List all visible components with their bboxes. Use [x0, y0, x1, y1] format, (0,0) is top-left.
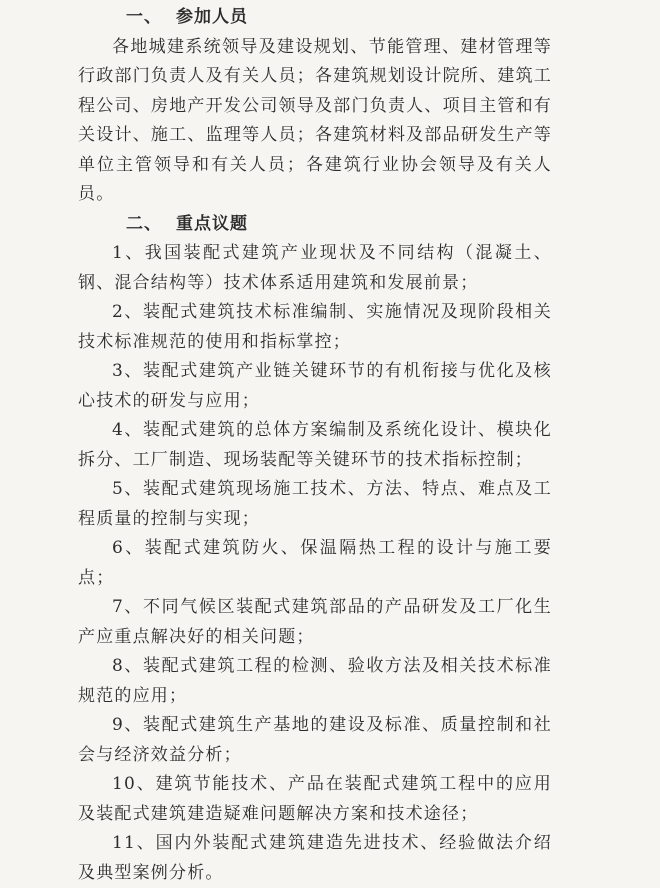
topic-item: 10、建筑节能技术、产品在装配式建筑工程中的应用及装配式建筑建造疑难问题解决方案和技术途径； [78, 770, 552, 829]
section-key-topics [78, 210, 552, 888]
topic-item: 4、装配式建筑的总体方案编制及系统化设计、模块化拆分、工厂制造、现场装配等关键环节的技术指标控制； [78, 416, 552, 475]
topic-item: 8、装配式建筑工程的检测、验收方法及相关技术标准规范的应用； [78, 652, 552, 711]
topic-item: 6、装配式建筑防火、保温隔热工程的设计与施工要点； [78, 534, 552, 593]
section-heading [78, 3, 552, 33]
section-participants [78, 0, 552, 210]
section-heading [78, 210, 552, 240]
section-number: 二、 [126, 214, 162, 234]
section-title: 参加人员 [176, 7, 248, 27]
topic-item: 3、装配式建筑产业链关键环节的有机衔接与优化及核心技术的研发与应用； [78, 357, 552, 416]
topic-item: 11、国内外装配式建筑建造先进技术、经验做法介绍及典型案例分析。 [78, 829, 552, 888]
topic-item: 9、装配式建筑生产基地的建设及标准、质量控制和社会与经济效益分析； [78, 711, 552, 770]
topic-item: 1、我国装配式建筑产业现状及不同结构（混凝土、钢、混合结构等）技术体系适用建筑和发展前景； [78, 239, 552, 298]
participants-paragraph: 各地城建系统领导及建设规划、节能管理、建材管理等行政部门负责人及有关人员；各建筑规划设计院所、建筑工程公司、房地产开发公司领导及部门负责人、项目主管和有关设计、施工、监理等人员；各建筑材料及部品研发生产等单位主管领导和有关人员；各建筑行业协会领导及有关人员。 [78, 33, 552, 210]
section-number: 一、 [126, 7, 162, 27]
topic-item: 5、装配式建筑现场施工技术、方法、特点、难点及工程质量的控制与实现； [78, 475, 552, 534]
section-title: 重点议题 [176, 214, 248, 234]
topic-item: 7、不同气候区装配式建筑部品的产品研发及工厂化生产应重点解决好的相关问题； [78, 593, 552, 652]
topic-item: 2、装配式建筑技术标准编制、实施情况及现阶段相关技术标准规范的使用和指标掌控； [78, 298, 552, 357]
